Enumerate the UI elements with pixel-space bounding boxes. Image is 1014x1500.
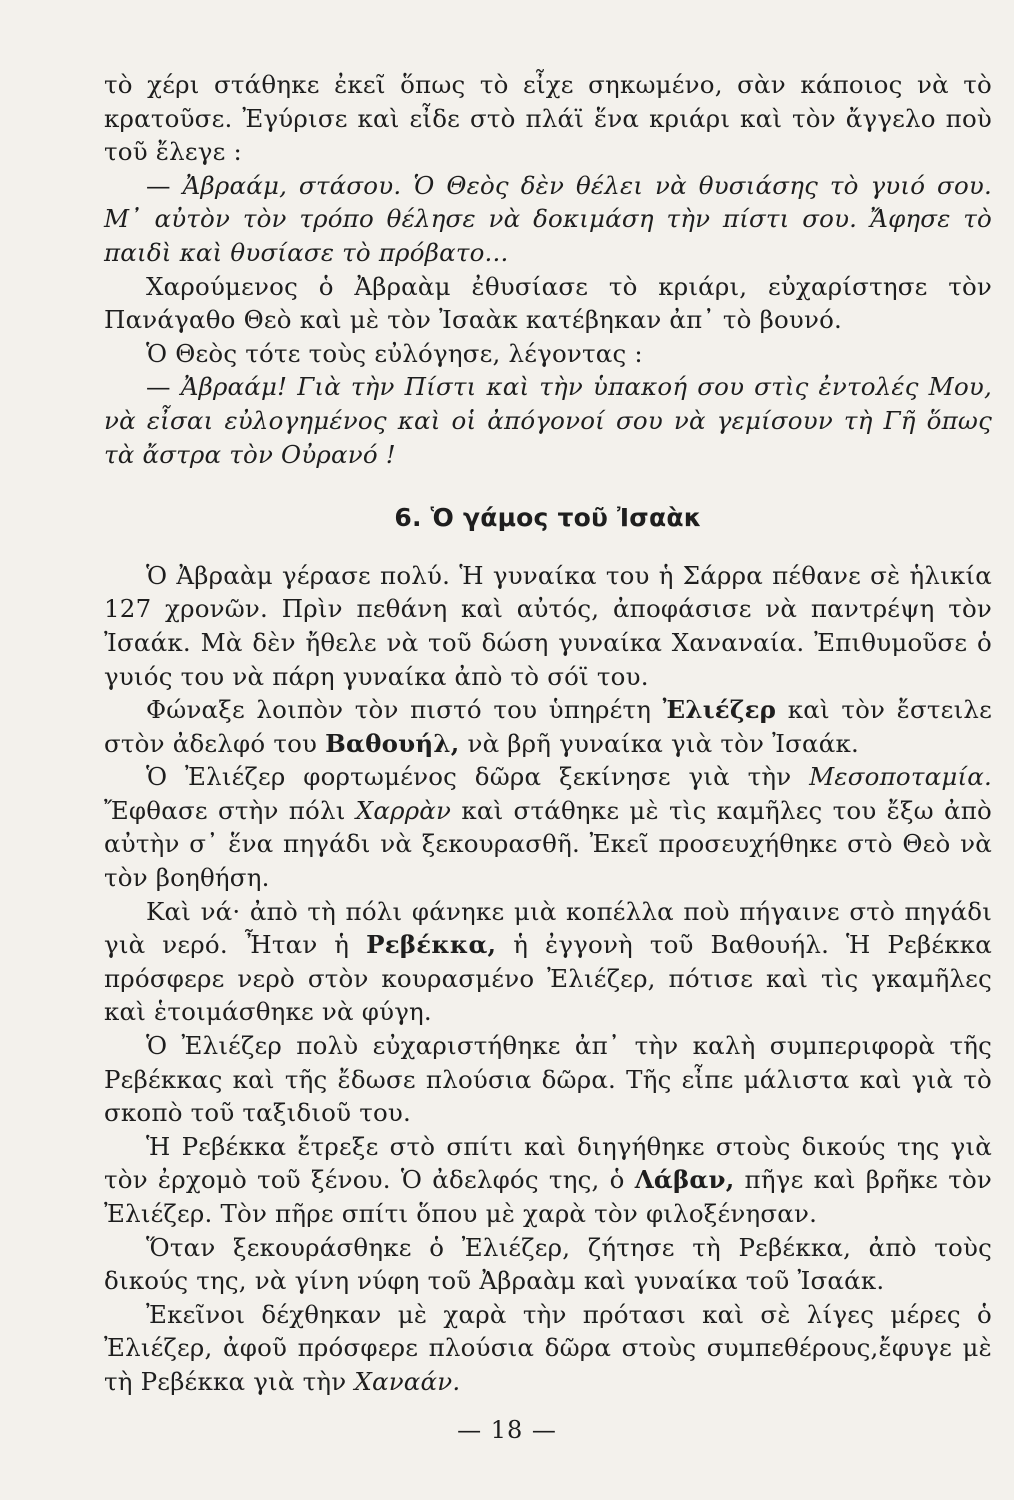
paragraph: [104, 693, 992, 760]
text-run: Φώναξε λοιπὸν τὸν πιστό του ὑπηρέτη: [146, 695, 663, 725]
paragraph: Ὁ Θεὸς τότε τοὺς εὐλόγησε, λέγοντας :: [146, 338, 643, 368]
paragraph: [104, 1298, 992, 1399]
text-run: Ἔφθασε στὴν πόλι: [104, 795, 356, 825]
dialogue-dash: —: [146, 170, 183, 200]
name-rebekah: Ρεβέκκα,: [366, 930, 497, 960]
text-run: Ὁ Ἐλιέζερ φορτωμένος δῶρα ξεκίνησε γιὰ τὴν: [146, 762, 810, 792]
text-run: Ἐκεῖνοι δέχθηκαν μὲ χαρὰ τὴν πρότασι καὶ σὲ λίγες μέρες ὁ Ἐλιέζερ, ἀφοῦ πρόσφερε πλούσια δῶρα στοὺς συμπεθέρους,ἔφυγε μὲ τὴ Ρεβέκκα γιὰ τὴν: [104, 1299, 992, 1396]
section-heading: 6. Ὁ γάμος τοῦ Ἰσαὰκ: [394, 503, 702, 533]
dialogue-dash: —: [146, 372, 181, 402]
paragraph: [104, 1130, 992, 1231]
text-run: ἡ ἐγγονὴ τοῦ Βαθουήλ. Ἡ Ρεβέκκα πρόσφερε νερὸ στὸν κουρασμένο Ἐλιέζερ, πότισε καὶ τὶς γκαμῆλες καὶ ἑτοιμάσθηκε νὰ φύγη.: [104, 930, 992, 1027]
name-laban: Λάβαν,: [634, 1165, 735, 1195]
name-bathuel: Βαθουήλ,: [325, 728, 460, 758]
text-run: Καὶ νά· ἀπὸ τὴ πόλι φάνηκε μιὰ κοπέλλα ποὺ πήγαινε στὸ πηγάδι γιὰ νερό. Ἦταν ἡ: [104, 896, 992, 960]
paragraph: [104, 895, 992, 1029]
page-number: — 18 —: [457, 1416, 557, 1444]
text-run: Ἡ Ρεβέκκα ἔτρεξε στὸ σπίτι καὶ διηγήθηκε στοὺς δικούς της γιὰ τὸν ἐρχομὸ τοῦ ξένου. Ὁ ἀδελφός της, ὁ: [104, 1131, 992, 1195]
paragraph: Ὁ Ἀβραὰμ γέρασε πολύ. Ἡ γυναίκα του ἡ Σάρρα πέθανε σὲ ἡλικία 127 χρονῶν. Πρὶν πεθάνη καὶ αὐτός, ἀποφάσισε νὰ παντρέψη τὸν Ἰσαάκ. Μὰ δὲν ἤθελε νὰ τοῦ δώση γυναίκα Χαναναία. Ἐπιθυμοῦσε ὁ γυιός του νὰ πάρη γυναίκα ἀπὸ τὸ σόϊ του.: [104, 560, 992, 691]
paragraph-continuation: τὸ χέρι στάθηκε ἐκεῖ ὅπως τὸ εἶχε σηκωμένο, σὰν κάποιος νὰ τὸ κρατοῦσε. Ἐγύρισε καὶ εἶδε στὸ πλάϊ ἕνα κριάρι καὶ τὸν ἄγγελο ποὺ τοῦ ἔλεγε :: [104, 70, 992, 167]
name-eliezer: Ἐλιέζερ: [662, 695, 777, 725]
dialogue-angel: [104, 169, 992, 270]
text-run: καὶ στάθηκε μὲ τὶς καμῆλες του ἔξω ἀπὸ αὐτὴν σ᾿ ἕνα πηγάδι νὰ ξεκουρασθῆ. Ἐκεῖ προσευχήθηκε στὸ Θεὸ νὰ τὸν βοηθήση.: [104, 795, 992, 893]
paragraph: Ὁ Ἐλιέζερ πολὺ εὐχαριστήθηκε ἀπ᾿ τὴν καλὴ συμπεριφορὰ τῆς Ρεβέκκας καὶ τῆς ἔδωσε πλούσια δῶρα. Τῆς εἶπε μάλιστα καὶ γιὰ τὸ σκοπὸ τοῦ ταξιδιοῦ του.: [104, 1031, 992, 1128]
dialogue-text: Ἀβραάμ, στάσου. Ὁ Θεὸς δὲν θέλει νὰ θυσιάσης τὸ γυιό σου. Μ᾿ αὐτὸν τὸν τρόπο θέλησε νὰ δοκιμάση τὴν πίστι σου. Ἄφησε τὸ παιδὶ καὶ θυσίασε τὸ πρόβατο...: [104, 170, 992, 267]
text-run: καὶ τὸν ἔστειλε στὸν ἀδελφό του: [104, 695, 992, 758]
place-mesopotamia: Μεσοποταμία.: [809, 762, 992, 792]
paragraph: Χαρούμενος ὁ Ἀβραὰμ ἐθυσίασε τὸ κριάρι, εὐχαρίστησε τὸν Πανάγαθο Θεὸ καὶ μὲ τὸν Ἰσαὰκ κατέβηκαν ἀπ᾿ τὸ βουνό.: [104, 271, 992, 335]
place-charran: Χαρρὰν: [355, 795, 452, 825]
text-run: πῆγε καὶ βρῆκε τὸν Ἐλιέζερ. Τὸν πῆρε σπίτι ὅπου μὲ χαρὰ τὸν φιλοξένησαν.: [104, 1165, 992, 1228]
page-body: [104, 68, 992, 1399]
paragraph: [104, 760, 992, 894]
text-run: νὰ βρῆ γυναίκα γιὰ τὸν Ἰσαάκ.: [459, 728, 860, 758]
dialogue-god: [104, 370, 992, 471]
paragraph: Ὅταν ξεκουράσθηκε ὁ Ἐλιέζερ, ζήτησε τὴ Ρεβέκκα, ἀπὸ τοὺς δικούς της, νὰ γίνη νύφη τοῦ Ἀβραὰμ καὶ γυναίκα τοῦ Ἰσαάκ.: [104, 1232, 992, 1296]
place-canaan: Χαναάν.: [354, 1366, 461, 1396]
dialogue-text: Ἀβραάμ! Γιὰ τὴν Πίστι καὶ τὴν ὑπακοή σου στὶς ἐντολές Μου, νὰ εἶσαι εὐλογημένος καὶ οἱ ἀπόγονοί σου νὰ γεμίσουν τὴ Γῆ ὅπως τὰ ἄστρα τὸν Οὐρανό !: [104, 372, 992, 469]
